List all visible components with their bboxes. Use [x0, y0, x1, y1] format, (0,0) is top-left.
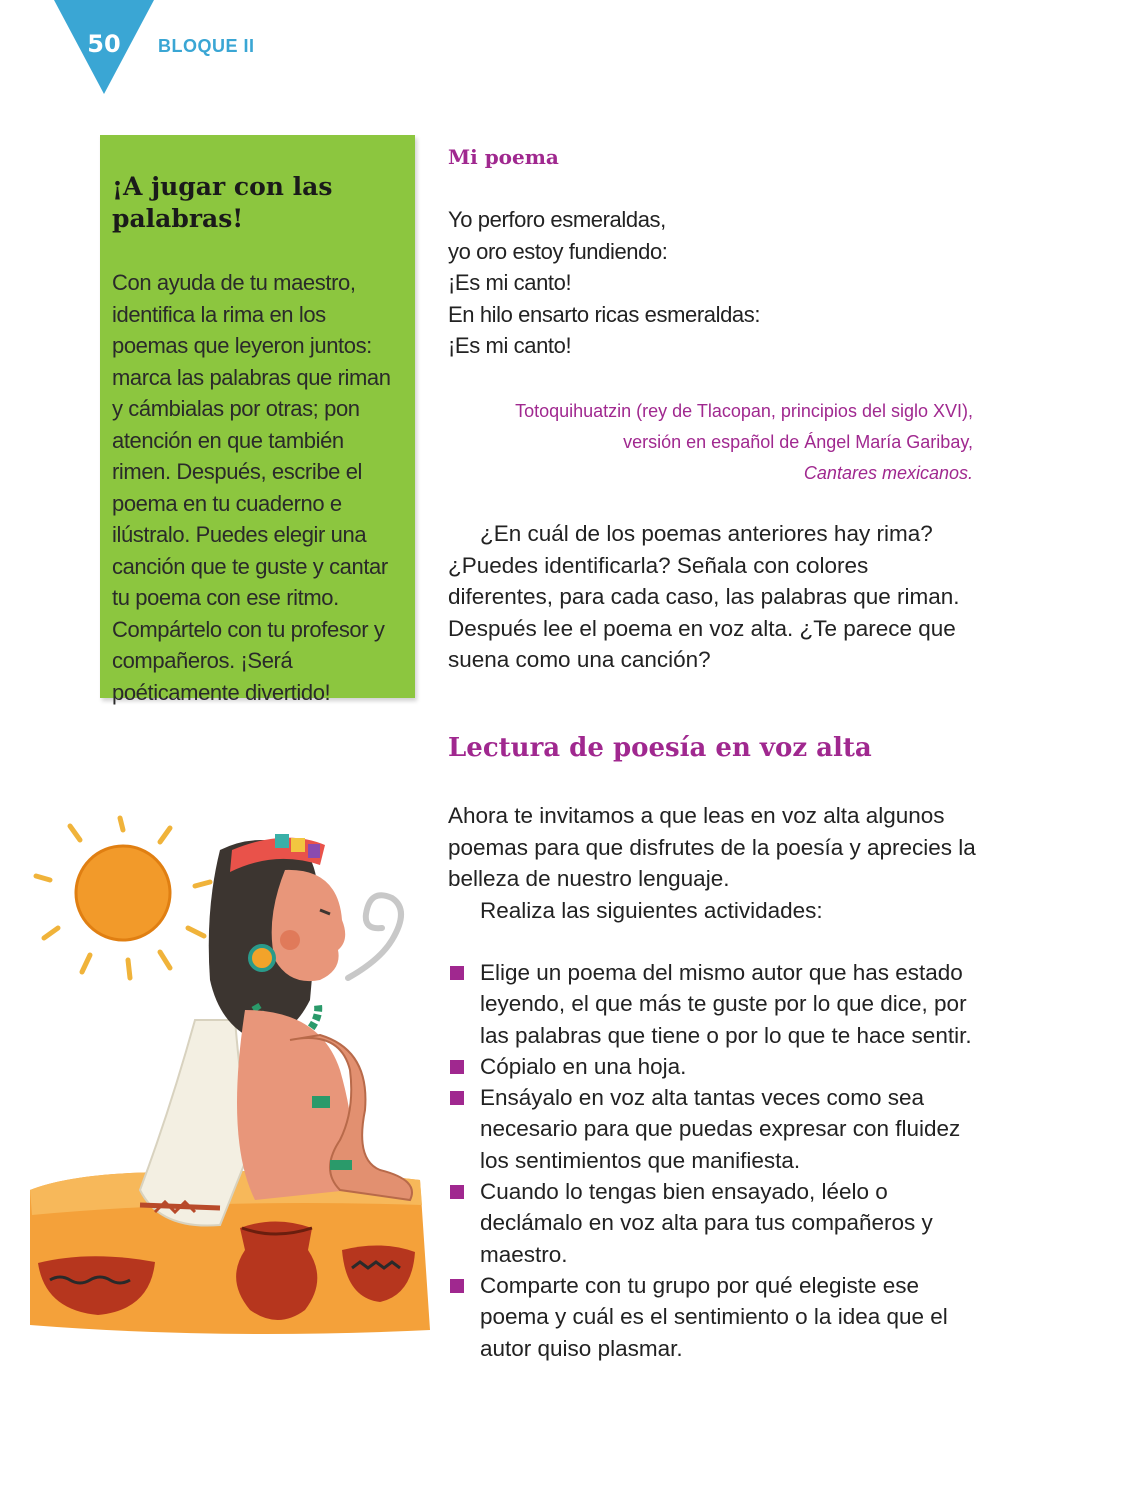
square-bullet-icon	[450, 1091, 464, 1105]
activity-list	[448, 957, 978, 1364]
intro-instructions: Realiza las siguientes actividades:	[480, 897, 823, 923]
poem-line: yo oro estoy fundiendo:	[448, 238, 668, 264]
pot-icon	[236, 1222, 317, 1321]
square-bullet-icon	[450, 1185, 464, 1199]
list-item: Cópialo en una hoja.	[448, 1051, 978, 1082]
block-label: BLOQUE II	[158, 36, 255, 56]
poem-line: ¡Es mi canto!	[448, 333, 572, 358]
credit-source: Cantares mexicanos.	[803, 463, 973, 483]
credit-translation: versión en español de Ángel María Garibay,	[623, 432, 973, 452]
activity-box-text: Con ayuda de tu maestro, identifica la rima en los poemas que leyeron juntos: marca las palabras que riman y cámbialas por otras; pon atención en que también rimen. Después, escribe el poema en tu cuaderno e ilústralo. Puedes elegir una canción que te guste y cantar tu poema con ese ritmo. Compártelo con tu profesor y compañeros. ¡Será poéticamente divertido!	[112, 270, 391, 705]
credit-author: Totoquihuatzin (rey de Tlacopan, principios del siglo XVI),	[515, 401, 973, 421]
list-item: Ensáyalo en voz alta tantas veces como sea necesario para que puedas expresar con fluidez los sentimientos que manifiesta.	[448, 1082, 978, 1176]
square-bullet-icon	[450, 1279, 464, 1293]
poem-body	[448, 204, 978, 362]
question-paragraph	[448, 518, 978, 676]
poem-line: En hilo ensarto ricas esmeraldas:	[448, 301, 761, 327]
poet-illustration	[20, 810, 440, 1340]
section-title: Lectura de poesía en voz alta	[448, 733, 872, 763]
section-intro	[448, 800, 978, 926]
list-item: Cuando lo tengas bien ensayado, léelo o declámalo en voz alta para tus compañeros y maestro.	[448, 1176, 978, 1270]
square-bullet-icon	[450, 1060, 464, 1074]
question-text: ¿En cuál de los poemas anteriores hay rima? ¿Puedes identificarla? Señala con colores diferentes, para cada caso, las palabras que riman. Después lee el poema en voz alta. ¿Te parece que suena como una canción?	[448, 521, 960, 672]
activity-box-title: ¡A jugar con las palabras!	[112, 172, 333, 233]
square-bullet-icon	[450, 966, 464, 980]
activity-box	[100, 135, 415, 705]
poem-credit	[448, 396, 973, 489]
poem-line: ¡Es mi canto!	[448, 270, 572, 295]
sun-icon	[36, 818, 210, 978]
list-item: Elige un poema del mismo autor que has estado leyendo, el que más te guste por lo que dice, por las palabras que tiene o por lo que te hace sentir.	[448, 957, 978, 1051]
intro-text: Ahora te invitamos a que leas en voz alta algunos poemas para que disfrutes de la poesía y aprecies la belleza de nuestro lenguaje.	[448, 803, 976, 891]
list-item: Comparte con tu grupo por qué elegiste ese poema y cuál es el sentimiento o la idea que el autor quiso plasmar.	[448, 1270, 978, 1364]
page-number: 50	[87, 30, 121, 58]
poem-line: Yo perforo esmeraldas,	[448, 207, 666, 232]
poem-title: Mi poema	[448, 145, 559, 169]
